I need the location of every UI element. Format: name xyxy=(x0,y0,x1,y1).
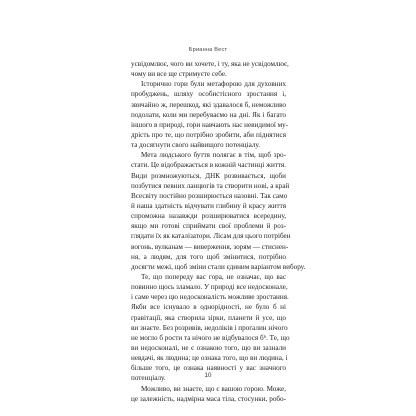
text-line: усвідомлює, чого ви хочете, і ту, яка не усвідомлює, xyxy=(131,60,289,68)
text-line: та досягнути свого найвищого потенціалу. xyxy=(131,141,261,150)
text-line: чому ви все ще стримуєте себе. xyxy=(131,70,227,79)
text-line: невдачі, як людина; це ознака того, що ви людина, і xyxy=(131,354,288,363)
text-line: не могло б рости та нічого не відбувалося б⁶. Те, що xyxy=(131,333,290,342)
text-line: Те, що попереду вас гора, не означає, що вас xyxy=(141,272,286,281)
text-line: пробуджень, шляху особистісного зростання і, xyxy=(131,90,286,99)
text-line: подолати, коли ми перебуваємо на дні. Як і багато xyxy=(131,110,286,119)
text-line: Якби все існувало в однорідності, не було б ні xyxy=(131,303,286,312)
page-number: 10 xyxy=(204,372,212,379)
text-line: іншого в природі, гори навчають нас невидимої му- xyxy=(131,120,289,129)
text-line: Історично гори були метафорою для духовних xyxy=(141,80,286,89)
text-line: Всесвіту постійно розширюється назовні. Так само xyxy=(131,191,288,200)
text-line: дрість про те, що потрібно зробити, аби піднятися xyxy=(131,130,286,139)
text-line: ви недосконалі, не є ознакою того, що ви зазнали xyxy=(131,343,286,352)
text-line: ви знаєте. Без розривів, недоліків і прогалин нічого xyxy=(131,323,288,332)
text-line: повинно щось зламало. У природі все недосконале, xyxy=(131,283,288,292)
text-line: позбутися певних ланцюгів та створити нові, а край xyxy=(131,181,290,190)
body-text xyxy=(131,59,306,404)
text-line: звичайно ж, перешкод, які здавалося б, неможливо xyxy=(131,100,286,109)
text-line: спроможна назавжди розширюватися всередину, xyxy=(131,212,286,221)
text-line: гравітації, яка створила зірки, планети й усе, що xyxy=(131,313,286,322)
text-line: вогонь, вулканам — виверження, зорям — стиснен- xyxy=(131,242,289,251)
text-line: Види розмножуються, ДНК розвивається, щоби xyxy=(131,171,286,180)
text-line: якщо ми готові сприймати свої проблеми й роз- xyxy=(131,222,286,231)
running-head: Брианна Вест xyxy=(188,47,228,53)
text-line: більше того, це ознака наявності у вас значного xyxy=(131,364,286,373)
text-line: досягти межі, щоб зміни стали єдиним варіантом вибору. xyxy=(131,262,306,271)
text-line: й наша здатність відчувати глибину й красу життя xyxy=(131,201,286,210)
text-line: стати. Це відображається в кожній частинці життя. xyxy=(131,161,286,170)
text-line: це залежність, надмірна маса тіла, стосунки, робо- xyxy=(131,394,286,403)
text-line: потенціалу. xyxy=(131,374,166,383)
text-line: і саме через цю недосконалість можливе зростання. xyxy=(131,293,289,302)
text-line: Мета людського буття полягає в тім, щоб зро- xyxy=(141,151,286,160)
text-line: Можливо, ви знаєте, що є вашою горою. Може, xyxy=(141,384,286,393)
text-line: глядати їх як каталізатори. Лісам для цього потрібен xyxy=(131,232,291,241)
text-line: ня, а людям, для того щоб змінитися, потрібно xyxy=(131,252,286,261)
